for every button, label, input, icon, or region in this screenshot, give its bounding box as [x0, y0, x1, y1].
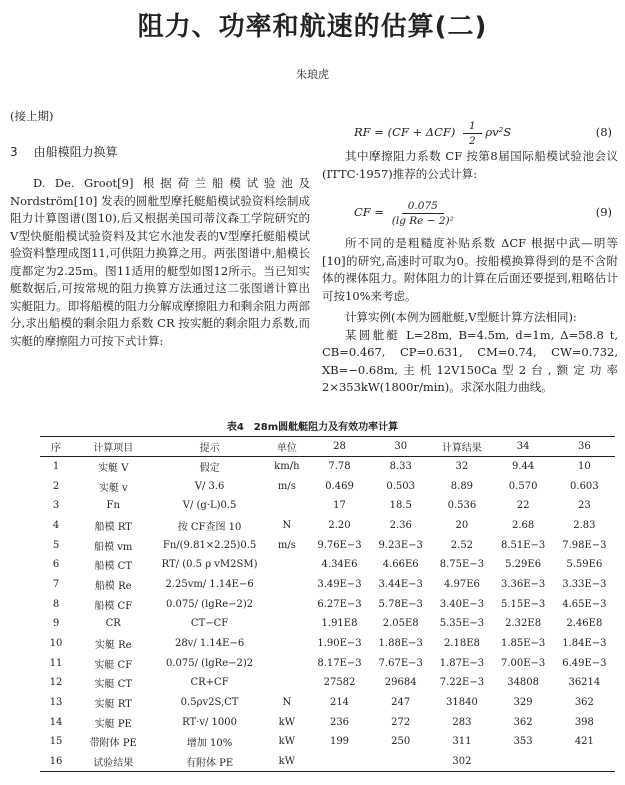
table-cell	[554, 752, 615, 772]
header-cell: 单位	[265, 437, 309, 457]
table-cell: N	[282, 697, 292, 709]
table-cell: 2.52	[450, 539, 474, 551]
table-cell: 1.91E8	[321, 618, 358, 630]
table-cell: 2.18E8	[443, 638, 480, 650]
eq9-numerator: 0.075	[402, 199, 444, 214]
table-cell: 28v/ 1.14E−6	[174, 638, 245, 650]
table-cell: 实艇 CT	[94, 679, 132, 691]
table-cell	[265, 614, 309, 634]
table-cell: 32	[455, 461, 469, 473]
table-row	[40, 732, 615, 752]
table-cell: 2.05E8	[382, 618, 419, 630]
table-cell: 18.5	[389, 500, 412, 512]
table-cell: 实艇 v	[98, 482, 128, 494]
table-cell	[493, 752, 554, 772]
table-cell: 5	[52, 539, 60, 551]
table-row	[40, 634, 615, 654]
header-cell: 序	[40, 437, 72, 457]
table-cell: 1.84E−3	[562, 638, 607, 650]
table-cell: 0.536	[447, 500, 477, 512]
table-cell: 362	[574, 697, 594, 709]
header-cell: 计算项目	[72, 437, 154, 457]
table-cell: 20	[455, 519, 469, 531]
table-cell: RT·v/ 1000	[182, 716, 237, 728]
table-cell: 7.22E−3	[439, 677, 485, 689]
table-cell: 2.46E8	[566, 618, 603, 630]
table-cell: 22	[516, 500, 530, 512]
table-cell: 11	[49, 657, 63, 669]
table-cell: 0.570	[508, 480, 538, 492]
author-name: 朱琅虎	[296, 68, 329, 81]
table-cell: 8.89	[450, 480, 474, 492]
table-cell: 实艇 RT	[94, 699, 132, 711]
table-cell: 1.90E−3	[317, 638, 362, 650]
table-cell: 5.35E−3	[439, 618, 485, 630]
table-cell: 5.59E6	[566, 559, 603, 571]
table-cell: 船模 CF	[94, 600, 133, 612]
table-row	[40, 575, 615, 595]
table-cell: 8.51E−3	[500, 539, 546, 551]
right-paragraph-2: 所不同的是粗糙度补贴系数 ΔCF 根据中武—明等[10]的研究,高速时可取为0。按船模换算得到的是不含附体的裸体阻力。附体阻力的计算在后面还要提到,粗略估计可按10%来考虑。	[322, 236, 618, 303]
header-cell: 30	[370, 437, 431, 457]
table-caption: 表4 28m圆舭艇阻力及有效功率计算	[226, 422, 399, 433]
table-cell	[265, 575, 309, 595]
equation-8	[322, 118, 618, 148]
table-cell: 34808	[507, 677, 540, 689]
table-cell: 0.603	[570, 480, 599, 492]
table-cell: 4.65E−3	[562, 598, 607, 610]
table-cell: 17	[333, 500, 346, 512]
eq8-half-num: 1	[463, 119, 482, 134]
table-cell: 6.27E−3	[317, 598, 362, 610]
eq9-lhs: CF =	[354, 205, 385, 220]
table-cell: 329	[513, 697, 533, 709]
table-row	[40, 712, 615, 732]
table-cell	[265, 496, 309, 516]
table-cell: 4.34E6	[321, 559, 358, 571]
table-cell: 1.87E−3	[439, 657, 485, 669]
table-cell	[370, 752, 431, 772]
table-cell: N	[282, 519, 292, 531]
table-cell: kW	[278, 716, 295, 728]
right-paragraph-4: 某圆舭艇 L=28m, B=4.5m, d=1m, Δ=58.8 t, CB=0.467, CP=0.631, CM=0.74, CW=0.732, XB=−0.68m,主机12V150Ca型2台,额定功率2×353kW(1800r/min)。求深水阻力曲线。	[322, 327, 618, 394]
table-row	[40, 614, 615, 634]
table-cell: 3.33E−3	[562, 578, 607, 590]
table-cell: V/ (g·L)0.5	[182, 500, 237, 512]
table-cell: 4.97E6	[443, 578, 480, 590]
table-cell: 按 CF查图 10	[177, 521, 242, 533]
table-cell: 船模 CT	[94, 561, 132, 573]
eq8-number: (8)	[595, 125, 612, 140]
table-cell: 421	[574, 736, 594, 748]
table-cell: 15	[49, 736, 63, 748]
table-cell: km/h	[274, 461, 300, 473]
table-cell: 船模 Re	[94, 580, 132, 592]
table-cell: 23	[577, 500, 591, 512]
table-row	[40, 496, 615, 516]
table-cell: 199	[329, 736, 350, 748]
section-number: 3	[10, 144, 18, 159]
table-cell: 5.29E6	[505, 559, 542, 571]
continued-note: (接上期)	[10, 109, 54, 123]
header-cell: 36	[554, 437, 615, 457]
table-cell: 3	[52, 500, 60, 512]
eq8-half-fraction	[463, 119, 482, 148]
eq9-fraction	[392, 199, 454, 228]
table-row	[40, 457, 615, 477]
table-cell: 1.88E−3	[378, 638, 423, 650]
table-row	[40, 673, 615, 693]
table-cell: 1.85E−3	[500, 638, 546, 650]
table-row	[40, 594, 615, 614]
eq8-lhs: RF = (CF + ΔCF)	[354, 125, 456, 140]
table-cell: 4	[52, 519, 60, 531]
table-row	[40, 752, 615, 772]
table-cell: m/s	[277, 480, 296, 492]
table-cell: 船模 RT	[94, 521, 132, 533]
table-cell: 2.36	[389, 519, 412, 531]
table-cell: CR+CF	[190, 677, 229, 689]
table-cell: 236	[329, 716, 350, 728]
table-cell: 有附体 PE	[154, 752, 264, 772]
table-row	[40, 653, 615, 673]
table-cell: 6	[52, 559, 60, 571]
table-header-row	[40, 437, 615, 457]
eq8-rhs: ρv²S	[485, 125, 512, 140]
table-cell: 247	[391, 697, 411, 709]
table-cell: 29684	[384, 677, 417, 689]
section-title: 由船模阻力换算	[33, 144, 118, 159]
table-cell: m/s	[277, 539, 296, 551]
table-cell: 9.76E−3	[317, 539, 362, 551]
table-cell: 2.68	[511, 519, 535, 531]
header-cell: 提示	[154, 437, 264, 457]
table-cell: 3.44E−3	[378, 578, 423, 590]
table-cell: 214	[329, 697, 350, 709]
table-cell: V/ 3.6	[194, 480, 225, 492]
table-cell: 8.33	[389, 461, 412, 473]
table-cell: 实艇 V	[98, 463, 129, 475]
right-paragraph-1: 其中摩擦阻力系数 CF 按第8届国际船模试验池会议(ITTC·1957)推荐的公式计算:	[322, 149, 618, 181]
table-cell: 7.00E−3	[500, 657, 546, 669]
right-paragraph-3: 计算实例(本例为圆舭艇,V型艇计算方法相同):	[345, 310, 577, 324]
table-cell: 0.075/ (lgRe−2)2	[166, 598, 254, 610]
eq8-half-den: 2	[469, 134, 476, 147]
eq9-number: (9)	[595, 205, 612, 220]
table-cell: 3.49E−3	[317, 578, 362, 590]
table-cell: 8	[52, 598, 60, 610]
table-cell: 9	[52, 618, 60, 630]
table-cell	[265, 555, 309, 575]
table-cell: CT−CF	[190, 618, 229, 630]
left-paragraph: D. De. Groot[9] 根据荷兰船模试验池及 Nordström[10] 发表的圆舭型摩托艇船模试验资料绘制成阻力计算图谱(图10),后又根据美国司蒂汶森工学院研究的V型快艇船模试验资料及其它水池发表的V型摩托艇船模试验资料整理成图11,可供阻力换算之用。两张图谱中,船模长度都定为2.25m。图11适用的艇型如图12所示。当已知实艇数据后,可按常规的阻力换算方法通过这二张图谱计算出实艇阻力。即将船模的阻力分解成摩擦阻力和剩余阻力两部分,求出船模的剩余阻力系数 CR 按实艇的剩余阻力系数,而实艇的摩擦阻力可按下式计算:	[10, 176, 310, 348]
table-cell: 6.49E−3	[562, 657, 607, 669]
table-cell	[265, 594, 309, 614]
table-cell: 实艇 CF	[94, 659, 133, 671]
table-cell: 实艇 Re	[94, 640, 132, 652]
table-cell: 302	[431, 752, 492, 772]
table-cell: 7.67E−3	[378, 657, 423, 669]
table-cell	[265, 673, 309, 693]
table-cell: 12	[49, 677, 63, 689]
table-cell: Fn	[106, 500, 120, 512]
table-cell	[309, 752, 370, 772]
table-row	[40, 516, 615, 536]
table-cell: 2.25vm/ 1.14E−6	[165, 578, 254, 590]
table-cell: 4.66E6	[382, 559, 419, 571]
table-body	[40, 457, 615, 772]
table-cell: 398	[574, 716, 594, 728]
table-cell: 8.75E−3	[439, 559, 485, 571]
header-cell: 计算结果	[431, 437, 492, 457]
table-cell: 7	[52, 578, 60, 590]
table-cell: CR	[105, 618, 121, 630]
table-cell	[265, 634, 309, 654]
table-cell: 283	[452, 716, 472, 728]
table-cell: 272	[391, 716, 411, 728]
table-cell: RT/ (0.5 ρ vM2SM)	[161, 559, 258, 571]
table-cell: 10	[49, 638, 63, 650]
table-row	[40, 555, 615, 575]
table-cell: 7.78	[328, 461, 351, 473]
table-cell: 0.469	[325, 480, 354, 492]
table-cell: 增加 10%	[186, 738, 233, 750]
table-cell: 假定	[199, 463, 220, 475]
table-cell: 27582	[323, 677, 356, 689]
table-cell: 0.5ρv2S,CT	[180, 697, 239, 709]
table-cell: 5.15E−3	[500, 598, 546, 610]
table-cell: 带附体 PE	[89, 738, 137, 750]
right-column	[322, 118, 618, 397]
resistance-table	[40, 436, 615, 772]
table-cell: 船模 vm	[94, 541, 133, 553]
table-cell: 实艇 PE	[94, 718, 132, 730]
table-row	[40, 476, 615, 496]
table-cell: 2.83	[573, 519, 596, 531]
table-cell: 8.17E−3	[317, 657, 362, 669]
table-cell: 362	[513, 716, 533, 728]
table-cell: 9.23E−3	[378, 539, 423, 551]
header-cell: 34	[493, 437, 554, 457]
table-cell: 2.20	[328, 519, 351, 531]
table-cell: 试验结果	[72, 752, 154, 772]
table-cell: 5.78E−3	[378, 598, 423, 610]
table-row	[40, 535, 615, 555]
table-cell: 1	[52, 461, 60, 473]
equation-9	[322, 191, 618, 235]
table-cell: 7.98E−3	[562, 539, 607, 551]
table-cell: 36214	[568, 677, 601, 689]
table-cell: 16	[40, 752, 72, 772]
table-row	[40, 693, 615, 713]
header-cell: 28	[309, 437, 370, 457]
table-cell: 3.40E−3	[439, 598, 485, 610]
table-cell: 13	[49, 697, 63, 709]
article-title: 阻力、功率和航速的估算(二)	[137, 12, 488, 42]
table-cell: 3.36E−3	[500, 578, 546, 590]
table-cell: Fn/(9.81×2.25)0.5	[162, 539, 257, 551]
section-heading	[10, 144, 310, 162]
table-cell: 31840	[446, 697, 478, 709]
table-cell: 9.44	[511, 461, 535, 473]
table-cell	[265, 653, 309, 673]
table-cell: 2.32E8	[505, 618, 542, 630]
table-cell: kW	[278, 736, 295, 748]
eq9-denominator: (lg Re − 2)²	[391, 214, 454, 227]
table-cell: 353	[513, 736, 533, 748]
table-cell: 2	[52, 480, 60, 492]
table-cell: 250	[391, 736, 411, 748]
table-cell: 14	[49, 716, 63, 728]
table-cell: kW	[265, 752, 309, 772]
table-cell: 0.503	[386, 480, 416, 492]
left-column	[10, 108, 310, 350]
table-cell: 311	[452, 736, 472, 748]
table-cell: 10	[577, 461, 591, 473]
table-cell: 0.075/ (lgRe−2)2	[166, 657, 254, 669]
